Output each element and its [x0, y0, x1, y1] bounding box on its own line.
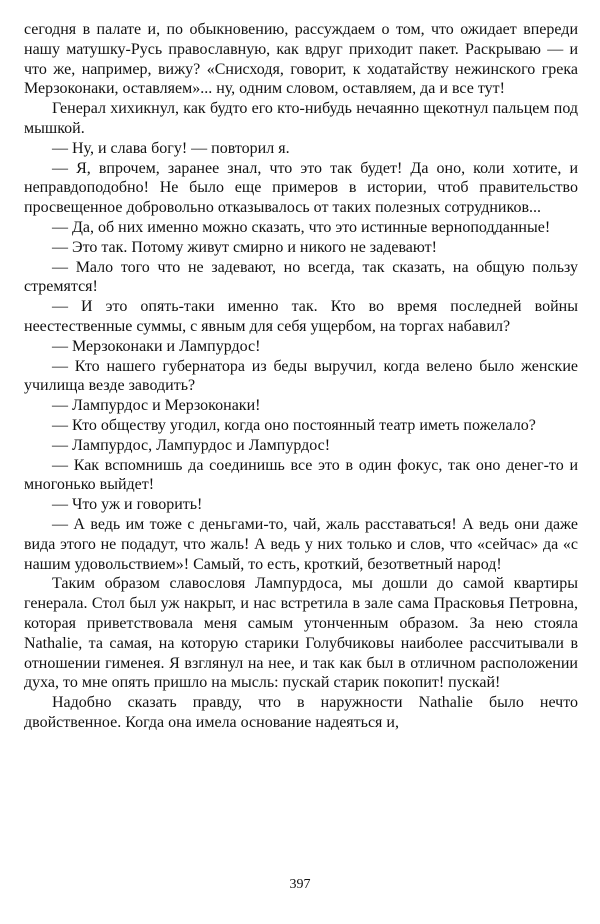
paragraph-16: — А ведь им тоже с деньгами-то, чай, жаль расставаться! А ведь они даже вида этого не подадут, что жаль! А ведь у них только и слов, что «сейчас» да «с нашим удовольствием»! Самый, то есть, кроткий, безответный народ! — [24, 515, 578, 573]
paragraph-8: — И это опять-таки именно так. Кто во время последней войны неестественные суммы, с явным для себя ущербом, на торгах набавил? — [24, 298, 578, 335]
paragraph-11: — Лампурдос и Мерзоконаки! — [52, 397, 261, 415]
paragraph-7: — Мало того что не задевают, но всегда, так сказать, на общую пользу стремятся! — [24, 258, 578, 296]
page-body — [24, 20, 578, 733]
paragraph-9: — Мерзоконаки и Лампурдос! — [52, 337, 261, 355]
paragraph-4: — Я, впрочем, заранее знал, что это так будет! Да оно, коли хотите, и неправдоподобно! Не было еще примеров в истории, чтоб правительство просвещенное добровольно отказывалось от таких полезных сотрудников... — [24, 159, 578, 217]
paragraph-17: Таким образом славословя Лампурдоса, мы дошли до самой квартиры генерала. Стол был уж накрыт, и нас встретила в зале сама Прасковья Петровна, которая приветствовала меня самым утонченным образом. За нею стояла Nathalie, та самая, на которую старики Голубчиковы наиболее рассчитывали в отношении гименея. Я взглянул на нее, и так как был в отличном расположении духа, то мне опять пришло на мысль: пускай старик покопит! пускай! — [24, 575, 578, 692]
paragraph-1: сегодня в палате и, по обыкновению, рассуждаем о том, что ожидает впереди нашу матушку-Русь православную, как вдруг приходит пакет. Раскрываю — и что же, например, вижу? «Снисходя, говорит, к ходатайству нежинского грека Мерзоконаки, оставляем»... ну, одним словом, оставляем, да и все тут! — [24, 21, 578, 98]
paragraph-5: — Да, об них именно можно сказать, что это истинные верноподданные! — [52, 218, 551, 236]
paragraph-14: — Как вспомнишь да соединишь все это в один фокус, так оно денег-то и многонько выйдет! — [24, 456, 578, 494]
paragraph-2: Генерал хихикнул, как будто его кто-нибудь нечаянно щекотнул пальцем под мышкой. — [24, 100, 578, 137]
paragraph-10: — Кто нашего губернатора из беды выручил, когда велено было женские училища везде заводить? — [24, 357, 578, 395]
paragraph-15: — Что уж и говорить! — [52, 496, 203, 514]
paragraph-3: — Ну, и слава богу! — повторил я. — [52, 139, 290, 157]
page-number: 397 — [289, 877, 311, 892]
paragraph-18: Надобно сказать правду, что в наружности Nathalie было нечто двойственное. Когда она имела основание надеяться и, — [24, 694, 578, 731]
paragraph-6: — Это так. Потому живут смирно и никого не задевают! — [52, 238, 437, 256]
paragraph-12: — Кто обществу угодил, когда оно постоянный театр иметь пожелало? — [52, 416, 536, 434]
paragraph-13: — Лампурдос, Лампурдос и Лампурдос! — [52, 436, 331, 454]
